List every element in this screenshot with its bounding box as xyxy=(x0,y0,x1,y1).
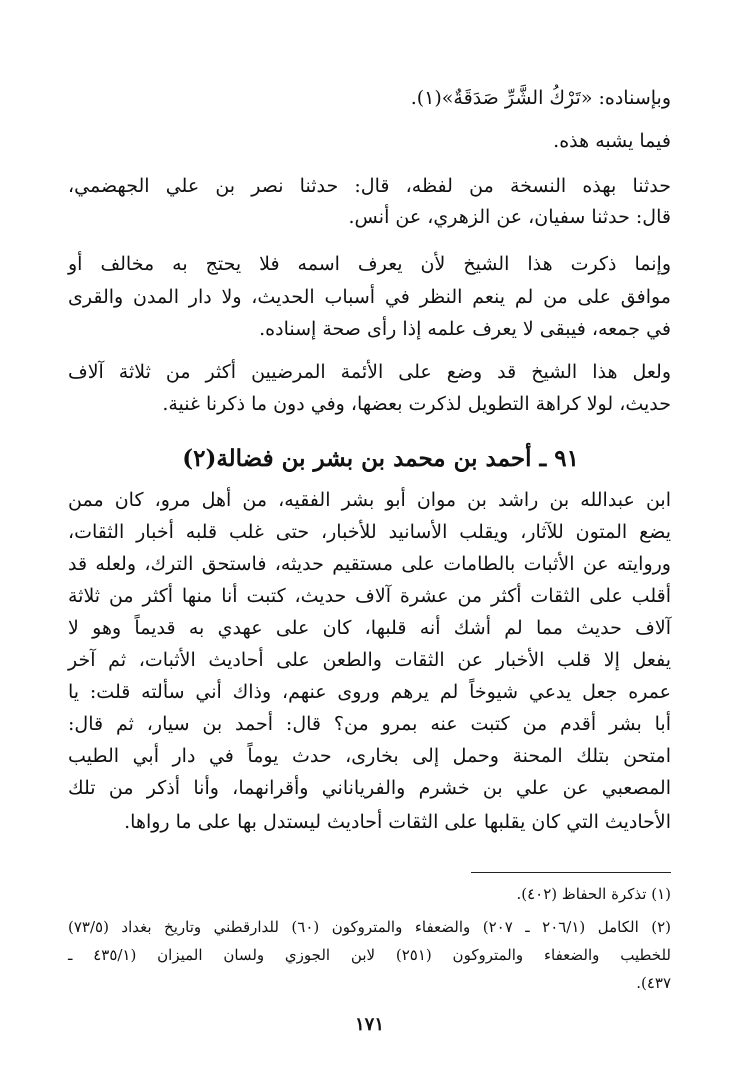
footnote-1: (١) تذكرة الحفاظ (٤٠٢). xyxy=(516,885,671,903)
entry-line: عمره جعل يدعي شيوخاً لم يرهم وروى عنهم، وذاك أني سألته قلت: يا xyxy=(68,681,671,703)
body-paragraph-line: وبإسناده: «تَرْكُ الشَّرِّ صَدَقَةٌ»(١). xyxy=(410,87,671,109)
entry-line: أقلب على الثقات أكثر من عشرة آلاف حديث، كتبت أنا منها أكثر من ثلاثة xyxy=(68,585,671,607)
entry-line: أبا بشر أقدم من كتبت عنه بمرو من؟ قال: أحمد بن سيار، ثم قال: xyxy=(68,713,671,735)
entry-line: المصعبي عن علي بن خشرم والفرياناني وأقرانهما، وأنا أذكر من تلك xyxy=(68,777,671,799)
footnote-2-line: ٤٣٧). xyxy=(636,974,671,992)
entry-line: يضع المتون للآثار، ويقلب الأسانيد للأخبار، حتى غلب قلبه أخبار الثقات، xyxy=(68,521,671,543)
body-paragraph-line: قال: حدثنا سفيان، عن الزهري، عن أنس. xyxy=(348,206,671,228)
footnote-2-line: للخطيب والضعفاء والمتروكون (٢٥١) لابن الجوزي ولسان الميزان (٤٣٥/١ ـ xyxy=(68,946,671,964)
body-paragraph-line: حديث، لولا كراهة التطويل لذكرت بعضها، وفي دون ما ذكرنا غنية. xyxy=(162,393,671,415)
body-paragraph-line: وإنما ذكرت هذا الشيخ لأن يعرف اسمه فلا يحتج به مخالف أو xyxy=(68,253,671,275)
entry-heading: ٩١ ـ أحمد بن محمد بن بشر بن فضالة(٢) xyxy=(182,445,579,472)
entry-line: وروايته عن الأثبات بالطامات على مستقيم حديثه، فاستحق الترك، ولعله قد xyxy=(68,553,671,575)
body-paragraph-line: ولعل هذا الشيخ قد وضع على الأئمة المرضيين أكثر من ثلاثة آلاف xyxy=(68,361,671,383)
footnote-divider xyxy=(471,872,671,873)
entry-line: يفعل إلا قلب الأخبار عن الثقات والطعن على أحاديث الأثبات، ثم آخر xyxy=(68,649,671,671)
entry-line: الأحاديث التي كان يقلبها على الثقات أحاديث ليستدل بها على ما رواها. xyxy=(124,811,671,833)
body-paragraph-line: حدثنا بهذه النسخة من لفظه، قال: حدثنا نصر بن علي الجهضمي، xyxy=(68,175,671,197)
footnote-2-line: (٢) الكامل (٢٠٦/١ ـ ٢٠٧) والضعفاء والمتروكون (٦٠) للدارقطني وتاريخ بغداد (٧٣/٥) xyxy=(68,918,671,936)
entry-line: آلاف حديث مما لم أشك أنه قلبها، كان على عهدي به قديماً وهو لا xyxy=(68,617,671,639)
body-paragraph-line: موافق على من لم ينعم النظر في أسباب الحديث، ولا دار المدن والقرى xyxy=(68,286,671,308)
page-number: ١٧١ xyxy=(354,1014,384,1035)
entry-line: امتحن بتلك المحنة وحمل إلى بخارى، حدث يوماً في دار أبي الطيب xyxy=(68,745,671,767)
entry-line: ابن عبدالله بن راشد بن موان أبو بشر الفقيه، من أهل مرو، كان ممن xyxy=(68,489,671,511)
body-paragraph-line: فيما يشبه هذه. xyxy=(553,130,671,152)
body-paragraph-line: في جمعه، فيبقى لا يعرف علمه إذا رأى صحة إسناده. xyxy=(259,318,671,340)
